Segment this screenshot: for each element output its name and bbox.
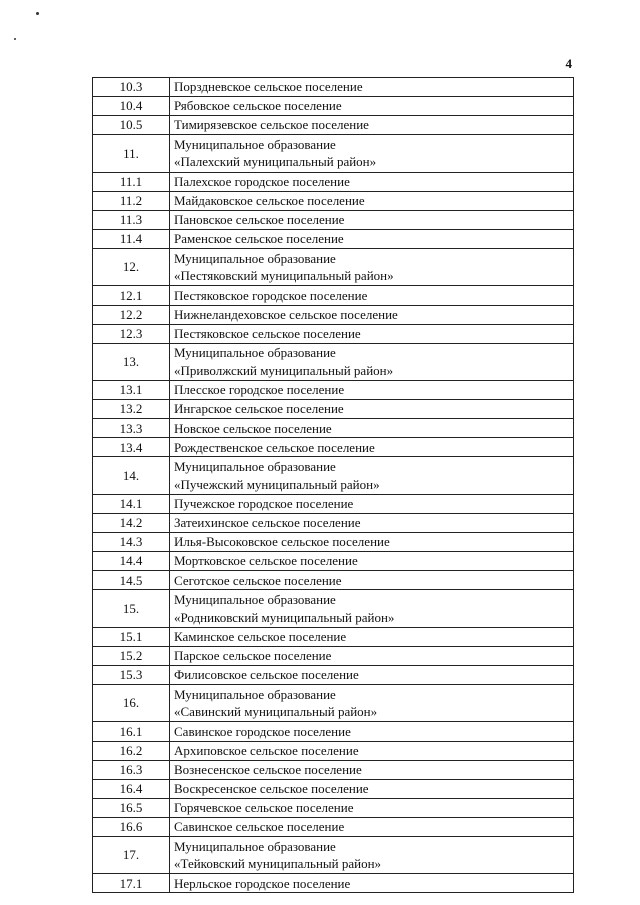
row-number: 13.3 — [93, 419, 170, 438]
table-row — [93, 381, 574, 400]
row-name — [170, 627, 574, 646]
row-number: 16.4 — [93, 779, 170, 798]
row-number: 11.2 — [93, 191, 170, 210]
row-number: 13. — [93, 343, 170, 380]
row-name — [170, 191, 574, 210]
row-name-line: Муниципальное образование — [174, 838, 336, 854]
row-number: 16.5 — [93, 798, 170, 817]
row-number: 16.3 — [93, 760, 170, 779]
row-name-line: Новское сельское поселение — [174, 420, 332, 436]
table-row — [93, 741, 574, 760]
table-row — [93, 78, 574, 97]
row-name-line: Муниципальное образование — [174, 345, 336, 361]
table-row — [93, 135, 574, 172]
row-name — [170, 78, 574, 97]
table-row — [93, 305, 574, 324]
row-name — [170, 513, 574, 532]
table-row — [93, 513, 574, 532]
scan-speck — [36, 12, 39, 15]
row-name-line: Муниципальное образование — [174, 591, 336, 607]
row-number: 16.6 — [93, 817, 170, 836]
row-name-line: Ингарское сельское поселение — [174, 401, 344, 417]
row-number: 13.4 — [93, 438, 170, 457]
scan-speck — [14, 38, 16, 40]
row-name-line: Плесское городское поселение — [174, 382, 345, 398]
table-row — [93, 817, 574, 836]
municipality-table — [92, 77, 574, 893]
row-number: 16.1 — [93, 722, 170, 741]
table-row — [93, 249, 574, 286]
row-name — [170, 438, 574, 457]
row-name — [170, 571, 574, 590]
row-name — [170, 817, 574, 836]
table-row — [93, 779, 574, 798]
row-number: 14.1 — [93, 494, 170, 513]
row-number: 10.4 — [93, 97, 170, 116]
table-row — [93, 229, 574, 248]
row-number: 13.2 — [93, 400, 170, 419]
table-row — [93, 419, 574, 438]
row-number: 17. — [93, 836, 170, 873]
row-name — [170, 305, 574, 324]
row-number: 15.3 — [93, 665, 170, 684]
row-name — [170, 343, 574, 380]
row-number: 14.2 — [93, 513, 170, 532]
row-number: 15.1 — [93, 627, 170, 646]
row-name — [170, 229, 574, 248]
row-number: 10.5 — [93, 116, 170, 135]
row-name-line: «Тейковский муниципальный район» — [174, 856, 382, 872]
table-row — [93, 590, 574, 627]
table-row — [93, 494, 574, 513]
row-name-line: Нерльское городское поселение — [174, 875, 351, 891]
row-name-line: Каминское сельское поселение — [174, 628, 347, 644]
row-name — [170, 419, 574, 438]
table-row — [93, 760, 574, 779]
row-name-line: «Савинский муниципальный район» — [174, 704, 378, 720]
row-name-line: Пановское сельское поселение — [174, 212, 345, 228]
table-row — [93, 116, 574, 135]
row-name-line: Тимирязевское сельское поселение — [174, 117, 369, 133]
row-name — [170, 836, 574, 873]
table-body — [93, 78, 574, 893]
row-name-line: Савинское сельское поселение — [174, 819, 345, 835]
row-number: 15. — [93, 590, 170, 627]
row-name-line: Рябовское сельское поселение — [174, 98, 342, 114]
row-name-line: Воскресенское сельское поселение — [174, 780, 369, 796]
row-number: 12.3 — [93, 324, 170, 343]
table-row — [93, 571, 574, 590]
table-row — [93, 627, 574, 646]
row-name — [170, 457, 574, 494]
row-name-line: Савинское городское поселение — [174, 723, 351, 739]
row-name-line: «Пестяковский муниципальный район» — [174, 268, 394, 284]
row-number: 11. — [93, 135, 170, 172]
row-number: 14.5 — [93, 571, 170, 590]
row-name — [170, 381, 574, 400]
row-name — [170, 722, 574, 741]
table-row — [93, 836, 574, 873]
row-number: 15.2 — [93, 646, 170, 665]
row-name — [170, 97, 574, 116]
row-name-line: «Родниковский муниципальный район» — [174, 609, 395, 625]
row-name — [170, 646, 574, 665]
row-number: 11.3 — [93, 210, 170, 229]
table-row — [93, 210, 574, 229]
row-number: 17.1 — [93, 874, 170, 893]
row-number: 12.2 — [93, 305, 170, 324]
table-row — [93, 722, 574, 741]
row-name — [170, 590, 574, 627]
table-row — [93, 798, 574, 817]
row-name-line: Мортковское сельское поселение — [174, 553, 358, 569]
row-name-line: Горячевское сельское поселение — [174, 800, 354, 816]
row-name — [170, 172, 574, 191]
row-number: 14. — [93, 457, 170, 494]
row-number: 16.2 — [93, 741, 170, 760]
table-row — [93, 400, 574, 419]
table-row — [93, 286, 574, 305]
row-number: 11.1 — [93, 172, 170, 191]
row-name-line: «Палехский муниципальный район» — [174, 154, 377, 170]
row-name — [170, 249, 574, 286]
row-name — [170, 779, 574, 798]
row-number: 12.1 — [93, 286, 170, 305]
row-name-line: Вознесенское сельское поселение — [174, 761, 362, 777]
row-name-line: Филисовское сельское поселение — [174, 667, 359, 683]
row-number: 14.3 — [93, 533, 170, 552]
row-name-line: Нижнеландеховское сельское поселение — [174, 306, 398, 322]
row-name — [170, 874, 574, 893]
row-name — [170, 760, 574, 779]
row-name — [170, 116, 574, 135]
row-name-line: Муниципальное образование — [174, 459, 336, 475]
row-name — [170, 324, 574, 343]
row-name-line: Порздневское сельское поселение — [174, 79, 363, 95]
table-row — [93, 646, 574, 665]
table-row — [93, 324, 574, 343]
page-number: 4 — [565, 56, 572, 71]
row-name — [170, 685, 574, 722]
row-number: 12. — [93, 249, 170, 286]
table-row — [93, 438, 574, 457]
row-name-line: Пестяковское городское поселение — [174, 287, 368, 303]
row-name — [170, 286, 574, 305]
row-name-line: Раменское сельское поселение — [174, 231, 344, 247]
row-name — [170, 741, 574, 760]
row-name-line: «Приволжский муниципальный район» — [174, 362, 394, 378]
row-number: 13.1 — [93, 381, 170, 400]
table-row — [93, 97, 574, 116]
row-name — [170, 135, 574, 172]
row-name-line: Майдаковское сельское поселение — [174, 193, 365, 209]
row-number: 14.4 — [93, 552, 170, 571]
table-row — [93, 191, 574, 210]
table-row — [93, 457, 574, 494]
row-name-line: Пучежское городское поселение — [174, 496, 354, 512]
row-number: 11.4 — [93, 229, 170, 248]
row-name — [170, 665, 574, 684]
row-name-line: Илья-Высоковское сельское поселение — [174, 534, 390, 550]
row-number: 10.3 — [93, 78, 170, 97]
row-name-line: Пестяковское сельское поселение — [174, 325, 361, 341]
row-name-line: Рождественское сельское поселение — [174, 439, 375, 455]
row-name-line: Муниципальное образование — [174, 250, 336, 266]
table-row — [93, 172, 574, 191]
table-row — [93, 533, 574, 552]
row-name — [170, 798, 574, 817]
row-name — [170, 400, 574, 419]
table-row — [93, 685, 574, 722]
row-name-line: Архиповское сельское поселение — [174, 742, 359, 758]
row-name — [170, 552, 574, 571]
row-name-line: Муниципальное образование — [174, 686, 336, 702]
row-name — [170, 533, 574, 552]
table-row — [93, 874, 574, 893]
table-row — [93, 665, 574, 684]
table-row — [93, 343, 574, 380]
row-name-line: Палехское городское поселение — [174, 173, 350, 189]
row-name-line: Затеихинское сельское поселение — [174, 515, 361, 531]
row-name-line: Парское сельское поселение — [174, 648, 332, 664]
row-name-line: «Пучежский муниципальный район» — [174, 476, 380, 492]
row-name-line: Сеготское сельское поселение — [174, 572, 342, 588]
row-name-line: Муниципальное образование — [174, 136, 336, 152]
table-row — [93, 552, 574, 571]
row-name — [170, 494, 574, 513]
row-number: 16. — [93, 685, 170, 722]
row-name — [170, 210, 574, 229]
